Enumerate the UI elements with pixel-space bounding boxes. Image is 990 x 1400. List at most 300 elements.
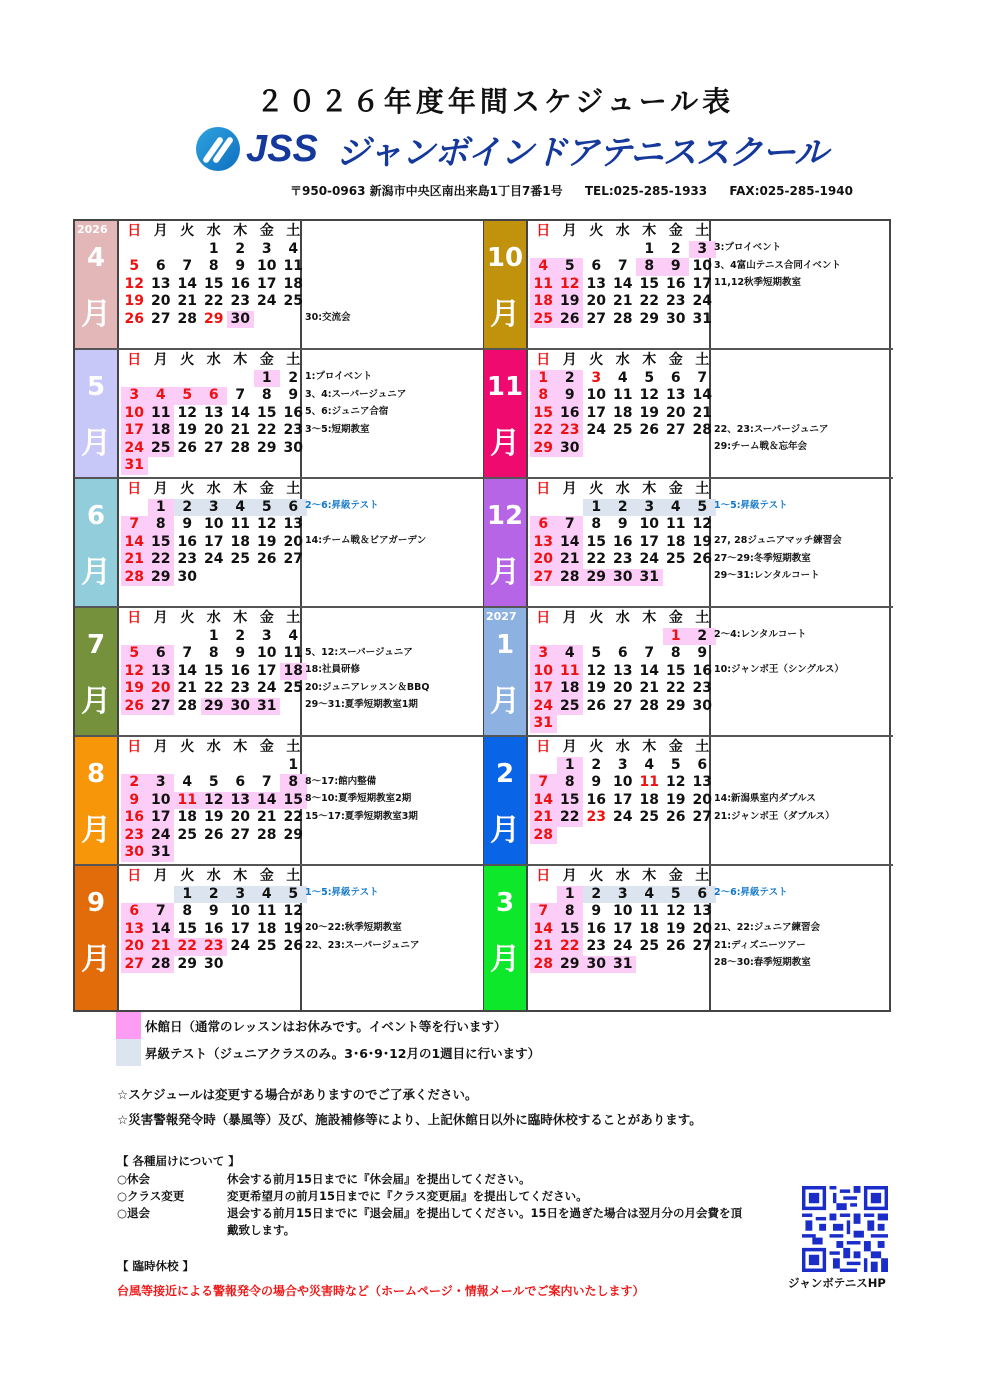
contact-info bbox=[290, 182, 871, 199]
day-cell: 19 bbox=[586, 680, 606, 696]
event-notes bbox=[711, 350, 893, 477]
address: 〒950-0963 新潟市中央区南出来島1丁目7番1号 bbox=[290, 184, 563, 198]
week-row bbox=[530, 757, 709, 775]
weekday-label: 土 bbox=[286, 868, 301, 884]
day-cell: 7 bbox=[557, 516, 584, 534]
event-note bbox=[714, 755, 893, 773]
week-row bbox=[121, 569, 300, 587]
event-note: 5、12:スーパージュニア bbox=[305, 646, 413, 658]
weekday-label: 土 bbox=[286, 481, 301, 497]
event-note: 3:プロイベント bbox=[714, 242, 782, 253]
day-cell: 30 bbox=[666, 310, 686, 327]
day-cell: 28 bbox=[257, 826, 277, 843]
weekday-header bbox=[530, 739, 709, 757]
day-cell: 26 bbox=[124, 310, 144, 327]
day-cell: 29 bbox=[283, 826, 303, 843]
form-item-class-change: ○クラス変更 変更希望月の前月15日までに『クラス変更届』を提出してください。 bbox=[117, 1189, 588, 1203]
day-cell: 28 bbox=[148, 956, 175, 974]
day-cell: 2 bbox=[670, 240, 681, 257]
weekday-header bbox=[530, 223, 709, 241]
day-cell bbox=[227, 457, 254, 475]
day-cell: 13 bbox=[204, 404, 224, 421]
day-cell: 27 bbox=[692, 938, 712, 954]
day-cell: 26 bbox=[639, 422, 659, 438]
weekday-label: 日 bbox=[127, 739, 142, 755]
day-cell: 13 bbox=[586, 275, 606, 292]
day-cell: 22 bbox=[530, 422, 557, 440]
day-cell: 4 bbox=[254, 886, 281, 904]
week-row bbox=[121, 404, 303, 423]
day-cell: 29 bbox=[257, 439, 277, 456]
day-cell: 13 bbox=[121, 921, 148, 939]
weekday-label: 日 bbox=[536, 481, 551, 497]
day-cell: 17 bbox=[692, 275, 712, 292]
weekday-label: 金 bbox=[259, 481, 274, 497]
day-cell: 18 bbox=[666, 533, 686, 550]
week-row bbox=[530, 241, 709, 259]
event-note: 3、4:スーパージュニア bbox=[305, 388, 407, 400]
weekday-label: 火 bbox=[180, 223, 195, 239]
event-note bbox=[305, 825, 483, 843]
day-cell: 19 bbox=[666, 791, 686, 808]
month-block-1 bbox=[484, 608, 893, 737]
week-row bbox=[530, 662, 712, 681]
day-grid bbox=[119, 350, 302, 477]
day-grid bbox=[528, 479, 711, 606]
day-cell: 21 bbox=[177, 680, 197, 696]
day-cell: 6 bbox=[617, 645, 628, 661]
day-cell: 18 bbox=[230, 533, 250, 550]
day-grid bbox=[119, 479, 302, 606]
event-note: 18:社員研修 bbox=[305, 664, 361, 675]
day-cell: 11 bbox=[283, 258, 303, 274]
month-block-4 bbox=[75, 221, 484, 350]
day-cell: 31 bbox=[530, 715, 557, 733]
month-block-10 bbox=[484, 221, 893, 350]
day-cell: 1 bbox=[208, 627, 219, 644]
day-cell: 2 bbox=[557, 370, 584, 388]
qr-code-icon[interactable] bbox=[802, 1186, 888, 1272]
event-note: 8〜10:夏季短期教室2期 bbox=[305, 793, 412, 804]
day-cell: 9 bbox=[697, 645, 708, 661]
day-cell: 20 bbox=[692, 920, 712, 937]
weekday-label: 木 bbox=[233, 868, 248, 884]
day-cell: 23 bbox=[613, 551, 633, 567]
day-cell: 22 bbox=[148, 551, 175, 569]
day-cell: 16 bbox=[692, 662, 712, 679]
day-cell: 18 bbox=[639, 920, 659, 937]
day-cell: 29 bbox=[204, 310, 224, 327]
day-cell bbox=[227, 757, 254, 775]
month-kanji: 月 bbox=[81, 813, 111, 848]
day-cell bbox=[583, 715, 610, 733]
weekday-header bbox=[530, 610, 709, 628]
week-row bbox=[121, 258, 303, 276]
event-note bbox=[714, 403, 893, 421]
day-cell: 22 bbox=[204, 680, 224, 696]
day-cell: 29 bbox=[530, 440, 557, 458]
blue-swatch bbox=[116, 1039, 141, 1066]
day-cell: 28 bbox=[121, 569, 148, 587]
month-block-6 bbox=[75, 479, 484, 608]
event-note: 27, 28ジュニアマッチ練習会 bbox=[714, 535, 842, 546]
day-cell: 15 bbox=[177, 920, 197, 937]
event-note: 27〜29:冬季短期教室 bbox=[714, 552, 811, 564]
week-row bbox=[530, 645, 709, 663]
event-note bbox=[305, 550, 483, 568]
day-cell: 9 bbox=[208, 903, 219, 919]
weekday-label: 木 bbox=[642, 868, 657, 884]
day-cell: 21 bbox=[230, 422, 250, 438]
day-cell bbox=[557, 499, 584, 517]
logo-icon bbox=[196, 127, 240, 171]
day-cell: 24 bbox=[530, 698, 557, 716]
month-number: 8 bbox=[86, 759, 106, 789]
day-cell: 28 bbox=[530, 827, 557, 845]
day-cell: 17 bbox=[613, 791, 633, 808]
day-cell: 10 bbox=[586, 387, 606, 403]
day-cell: 28 bbox=[177, 697, 197, 714]
day-cell: 4 bbox=[557, 645, 584, 663]
event-note: 20〜22:秋季短期教室 bbox=[305, 922, 402, 933]
day-cell: 2 bbox=[121, 774, 148, 792]
month-kanji: 月 bbox=[81, 942, 111, 977]
day-cell: 31 bbox=[254, 698, 281, 716]
week-row bbox=[121, 774, 300, 792]
event-note: 8〜17:館内整備 bbox=[305, 775, 377, 787]
day-cell: 18 bbox=[257, 920, 277, 937]
day-cell bbox=[254, 311, 281, 329]
event-note: 11,12秋季短期教室 bbox=[714, 277, 802, 288]
legend-test-label: 昇級テスト（ジュニアクラスのみ。3･6･9･12月の1週目に行います） bbox=[145, 1045, 541, 1061]
day-cell: 23 bbox=[586, 809, 606, 825]
event-note bbox=[305, 239, 483, 257]
day-cell: 5 bbox=[129, 258, 140, 274]
event-note: 5、6:ジュニア合宿 bbox=[305, 406, 389, 417]
closure-message: 台風等接近による警報発令の場合や災害時など（ホームページ・情報メールでご案内いたします） bbox=[117, 1284, 645, 1298]
day-cell: 26 bbox=[666, 938, 686, 954]
day-cell: 9 bbox=[557, 387, 584, 405]
day-cell: 23 bbox=[692, 680, 712, 696]
day-cell: 4 bbox=[617, 369, 628, 386]
weekday-label: 土 bbox=[286, 610, 301, 626]
day-cell: 14 bbox=[121, 534, 148, 552]
day-cell: 28 bbox=[530, 956, 557, 974]
week-row bbox=[121, 387, 300, 405]
day-cell: 14 bbox=[530, 921, 557, 939]
month-kanji: 月 bbox=[490, 942, 520, 977]
week-row bbox=[530, 920, 712, 939]
school-logo bbox=[196, 124, 827, 174]
day-cell bbox=[227, 569, 254, 587]
day-cell: 21 bbox=[557, 551, 584, 569]
day-cell bbox=[227, 956, 254, 974]
week-row bbox=[530, 774, 712, 792]
day-cell: 30 bbox=[227, 698, 254, 716]
weekday-label: 木 bbox=[233, 352, 248, 368]
day-cell: 24 bbox=[613, 809, 633, 825]
day-cell bbox=[636, 628, 663, 646]
day-cell: 20 bbox=[151, 293, 171, 309]
week-row bbox=[121, 422, 303, 440]
day-cell: 21 bbox=[257, 809, 277, 825]
day-cell: 29 bbox=[148, 569, 175, 587]
week-row bbox=[530, 956, 709, 974]
weekday-label: 土 bbox=[695, 868, 710, 884]
day-cell: 30 bbox=[177, 568, 197, 585]
weekday-label: 木 bbox=[642, 223, 657, 239]
day-cell: 28 bbox=[639, 697, 659, 714]
day-cell: 26 bbox=[283, 938, 303, 954]
day-cell bbox=[148, 628, 175, 646]
day-cell: 12 bbox=[666, 903, 686, 919]
month-kanji: 月 bbox=[81, 684, 111, 719]
day-cell: 14 bbox=[530, 792, 557, 810]
month-number: 7 bbox=[86, 630, 106, 660]
day-cell: 26 bbox=[121, 698, 148, 716]
day-cell: 21 bbox=[121, 551, 148, 569]
day-cell: 7 bbox=[644, 645, 655, 661]
event-notes bbox=[302, 221, 483, 348]
day-cell bbox=[227, 844, 254, 862]
weekday-label: 金 bbox=[259, 868, 274, 884]
day-cell: 13 bbox=[692, 774, 712, 790]
day-cell: 7 bbox=[530, 903, 557, 921]
month-number: 5 bbox=[86, 372, 106, 402]
day-cell: 11 bbox=[639, 903, 659, 919]
day-cell: 8 bbox=[530, 387, 557, 405]
day-cell: 1 bbox=[254, 370, 281, 388]
weekday-header bbox=[530, 352, 709, 370]
week-row bbox=[530, 827, 709, 845]
day-cell: 8 bbox=[591, 516, 602, 532]
day-cell: 4 bbox=[636, 886, 663, 904]
event-note bbox=[305, 755, 483, 773]
day-cell: 23 bbox=[230, 680, 250, 696]
day-cell: 6 bbox=[689, 886, 716, 904]
weekday-header bbox=[121, 352, 300, 370]
day-cell: 22 bbox=[586, 551, 606, 567]
weekday-label: 日 bbox=[127, 481, 142, 497]
day-cell bbox=[663, 440, 690, 458]
forms-heading: 【 各種届けについて 】 bbox=[117, 1154, 240, 1168]
day-cell: 9 bbox=[591, 774, 602, 790]
event-note bbox=[305, 567, 483, 585]
closure-heading: 【 臨時休校 】 bbox=[117, 1259, 195, 1273]
day-cell: 17 bbox=[586, 404, 606, 421]
day-grid bbox=[119, 737, 302, 864]
weekday-label: 月 bbox=[153, 352, 168, 368]
day-cell: 15 bbox=[557, 921, 584, 939]
day-cell: 20 bbox=[148, 680, 175, 698]
week-row bbox=[530, 791, 712, 810]
event-note bbox=[714, 644, 893, 662]
weekday-header bbox=[121, 223, 300, 241]
month-number: 10 bbox=[486, 243, 524, 273]
month-label bbox=[75, 479, 119, 606]
day-cell: 22 bbox=[174, 938, 201, 956]
weekday-header bbox=[121, 481, 300, 499]
week-row bbox=[121, 757, 300, 775]
weekday-label: 土 bbox=[695, 739, 710, 755]
day-cell: 9 bbox=[235, 645, 246, 661]
day-cell: 3 bbox=[591, 369, 602, 386]
day-cell: 8 bbox=[148, 516, 175, 534]
day-cell: 6 bbox=[201, 387, 228, 405]
event-note bbox=[305, 438, 483, 456]
day-cell: 27 bbox=[586, 310, 606, 327]
day-cell: 21 bbox=[530, 938, 557, 956]
year-label: 2026 bbox=[77, 223, 108, 236]
day-cell: 21 bbox=[639, 680, 659, 696]
weekday-label: 火 bbox=[180, 352, 195, 368]
day-cell: 12 bbox=[124, 275, 144, 292]
day-cell bbox=[610, 715, 637, 733]
day-cell: 3 bbox=[227, 886, 254, 904]
event-note bbox=[714, 825, 893, 843]
event-note: 15〜17:夏季短期教室3期 bbox=[305, 810, 418, 822]
day-cell: 11 bbox=[530, 276, 557, 294]
day-cell: 23 bbox=[177, 551, 197, 567]
day-cell: 26 bbox=[257, 551, 277, 567]
event-notes bbox=[302, 479, 483, 606]
day-cell: 22 bbox=[283, 809, 303, 825]
fax: FAX:025-285-1940 bbox=[729, 184, 853, 198]
month-kanji: 月 bbox=[81, 297, 111, 332]
day-cell bbox=[636, 440, 663, 458]
day-cell: 24 bbox=[230, 938, 250, 954]
weekday-label: 月 bbox=[153, 610, 168, 626]
day-cell: 12 bbox=[692, 516, 712, 532]
day-cell: 29 bbox=[639, 310, 659, 327]
closure-section bbox=[117, 1258, 645, 1299]
week-row bbox=[530, 370, 709, 388]
weekday-label: 火 bbox=[589, 223, 604, 239]
day-cell: 8 bbox=[280, 774, 307, 792]
day-cell: 22 bbox=[666, 680, 686, 696]
day-cell: 25 bbox=[639, 938, 659, 954]
week-row bbox=[121, 293, 303, 311]
event-notes bbox=[711, 737, 893, 864]
day-cell: 1 bbox=[644, 240, 655, 257]
week-row bbox=[121, 662, 303, 681]
day-cell: 19 bbox=[124, 293, 144, 309]
week-row bbox=[530, 422, 712, 440]
day-cell bbox=[201, 370, 228, 388]
day-cell bbox=[174, 241, 201, 259]
day-cell: 25 bbox=[666, 551, 686, 567]
day-cell: 9 bbox=[663, 258, 690, 276]
day-cell bbox=[201, 457, 228, 475]
day-cell: 13 bbox=[530, 534, 557, 552]
day-cell: 5 bbox=[557, 258, 584, 276]
form-item-withdraw: ○退会 退会する前月15日までに『退会届』を提出してください。15日を過ぎた場合は翌月分の月会費を頂戴致します。 bbox=[117, 1206, 743, 1237]
day-cell: 24 bbox=[204, 551, 224, 567]
day-cell: 31 bbox=[148, 844, 175, 862]
day-cell: 9 bbox=[235, 258, 246, 274]
day-cell: 3 bbox=[610, 886, 637, 904]
day-cell: 8 bbox=[261, 387, 272, 403]
day-cell: 20 bbox=[613, 680, 633, 696]
day-cell bbox=[174, 370, 201, 388]
day-cell: 29 bbox=[557, 956, 584, 974]
week-row bbox=[530, 258, 712, 276]
day-cell: 10 bbox=[692, 258, 712, 274]
day-cell: 19 bbox=[177, 422, 197, 438]
day-cell: 11 bbox=[174, 792, 201, 810]
day-cell: 23 bbox=[557, 422, 584, 440]
week-row bbox=[121, 886, 300, 904]
day-cell: 25 bbox=[177, 826, 197, 843]
month-label bbox=[75, 737, 119, 864]
day-cell: 12 bbox=[121, 663, 148, 681]
month-block-5 bbox=[75, 350, 484, 479]
month-label bbox=[75, 350, 119, 477]
tel: TEL:025-285-1933 bbox=[584, 184, 708, 198]
day-cell: 23 bbox=[586, 938, 606, 954]
day-cell: 30 bbox=[204, 955, 224, 972]
day-cell: 12 bbox=[201, 792, 228, 810]
event-note: 21、22:ジュニア練習会 bbox=[714, 922, 821, 933]
weekday-label: 土 bbox=[286, 223, 301, 239]
month-number: 11 bbox=[486, 372, 524, 402]
week-row bbox=[530, 715, 709, 733]
weekday-label: 木 bbox=[642, 481, 657, 497]
day-cell bbox=[610, 241, 637, 259]
day-cell: 7 bbox=[261, 774, 272, 790]
weekday-label: 木 bbox=[642, 739, 657, 755]
day-cell: 13 bbox=[151, 275, 171, 292]
day-cell bbox=[121, 628, 148, 646]
day-cell: 30 bbox=[583, 956, 610, 974]
event-note: 29〜31:レンタルコート bbox=[714, 570, 820, 581]
day-grid bbox=[119, 608, 302, 735]
day-cell: 16 bbox=[230, 662, 250, 679]
day-cell bbox=[557, 827, 584, 845]
event-note: 30:交流会 bbox=[305, 312, 351, 323]
week-row bbox=[530, 387, 712, 405]
month-kanji: 月 bbox=[81, 426, 111, 461]
weekday-label: 水 bbox=[615, 610, 630, 626]
day-cell: 1 bbox=[530, 370, 557, 388]
day-cell: 14 bbox=[557, 534, 584, 552]
day-cell: 18 bbox=[283, 275, 303, 292]
day-cell: 15 bbox=[148, 534, 175, 552]
event-note: 1〜5:昇級テスト bbox=[714, 500, 788, 511]
day-cell: 21 bbox=[613, 293, 633, 309]
day-cell: 7 bbox=[697, 369, 708, 386]
day-cell: 3 bbox=[530, 645, 557, 663]
week-row bbox=[121, 275, 303, 294]
day-cell: 11 bbox=[148, 405, 175, 423]
day-cell: 16 bbox=[230, 275, 250, 292]
week-row bbox=[530, 903, 712, 921]
remark: ☆スケジュールは変更する場合がありますのでご了承ください。 bbox=[117, 1087, 478, 1102]
day-cell: 30 bbox=[610, 569, 637, 587]
month-label bbox=[484, 350, 528, 477]
day-cell: 15 bbox=[557, 792, 584, 810]
day-cell: 28 bbox=[613, 310, 633, 327]
weekday-label: 水 bbox=[615, 739, 630, 755]
weekday-label: 日 bbox=[536, 223, 551, 239]
day-cell: 10 bbox=[121, 405, 148, 423]
day-cell: 25 bbox=[283, 680, 303, 696]
weekday-label: 土 bbox=[695, 352, 710, 368]
day-cell bbox=[201, 569, 228, 587]
month-label bbox=[484, 221, 528, 348]
day-cell: 11 bbox=[283, 645, 303, 661]
day-cell: 6 bbox=[697, 756, 708, 773]
